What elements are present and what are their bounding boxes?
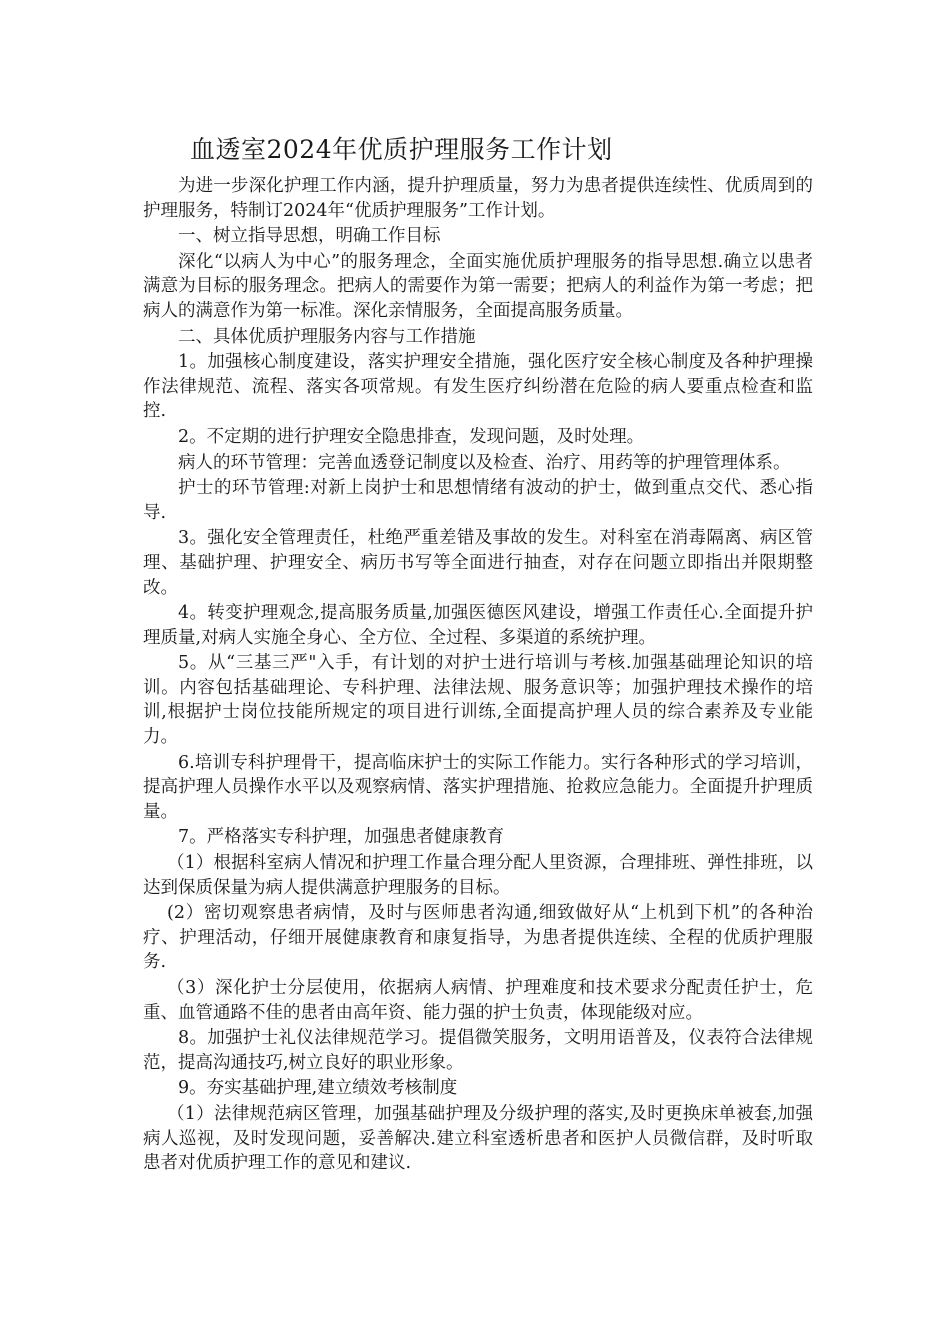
paragraph-intro: 为进一步深化护理工作内涵，提升护理质量，努力为患者提供连续性、优质周到的护理服务，特制订2024年“优质护理服务”工作计划。 xyxy=(143,176,813,221)
paragraph-item-9-sub-1: （1）法律规范病区管理，加强基础护理及分级护理的落实,及时更换床单被套,加强病人巡视，及时发现问题，妥善解决.建立科室透析患者和医护人员微信群，及时听取患者对优质护理工作的意见和建议. xyxy=(143,1103,813,1174)
document-page xyxy=(143,130,813,1177)
paragraph-item-7-sub-1: （1）根据科室病人情况和护理工作量合理分配人里资源，合理排班、弹性排班，以达到保质保量为病人提供满意护理服务的目标。 xyxy=(143,853,813,898)
section-heading-1: 一、树立指导思想，明确工作目标 xyxy=(178,226,441,247)
paragraph-item-3: 3。强化安全管理责任，杜绝严重差错及事故的发生。对科室在消毒隔离、病区管理、基础护理、护理安全、病历书写等全面进行抽查，对存在问题立即指出并限期整改。 xyxy=(143,528,813,598)
paragraph-item-6: 6.培训专科护理骨干，提高临床护士的实际工作能力。实行各种形式的学习培训，提高护理人员操作水平以及观察病情、落实护理措施、抢救应急能力。全面提升护理质量。 xyxy=(143,752,813,822)
paragraph-item-8: 8。加强护士礼仪法律规范学习。提倡微笑服务，文明用语普及，仪表符合法律规范，提高沟通技巧,树立良好的职业形象。 xyxy=(143,1028,813,1073)
paragraph-item-9: 9。夯实基础护理,建立绩效考核制度 xyxy=(178,1078,458,1099)
paragraph-patient-management: 病人的环节管理：完善血透登记制度以及检查、治疗、用药等的护理管理体系。 xyxy=(178,452,791,473)
paragraph-item-5: 5。从“三基三严"入手，有计划的对护士进行培训与考核.加强基础理论知识的培训。内容包括基础理论、专科护理、法律法规、服务意识等；加强护理技术操作的培训,根据护士岗位技能所规定的项目进行训练,全面提高护理人员的综合素养及专业能力。 xyxy=(143,653,813,748)
paragraph-item-7: 7。严格落实专科护理，加强患者健康教育 xyxy=(178,827,505,848)
paragraph-item-7-sub-3: （3）深化护士分层使用，依据病人病情、护理难度和技术要求分配责任护士，危重、血管通路不佳的患者由高年资、能力强的护士负责，体现能级对应。 xyxy=(143,978,813,1023)
document-title: 血透室2024年优质护理服务工作计划 xyxy=(190,135,613,164)
paragraph-guiding-idea: 深化“以病人为中心”的服务理念，全面实施优质护理服务的指导思想.确立以患者满意为目标的服务理念。把病人的需要作为第一需要；把病人的利益作为第一考虑；把病人的满意作为第一标准。深化亲情服务，全面提高服务质量。 xyxy=(143,251,813,321)
section-heading-2: 二、具体优质护理服务内容与工作措施 xyxy=(178,326,476,347)
paragraph-nurse-management: 护士的环节管理:对新上岗护士和思想情绪有波动的护士，做到重点交代、悉心指导. xyxy=(143,478,813,523)
paragraph-item-4: 4。转变护理观念,提高服务质量,加强医德医风建设，增强工作责任心.全面提升护理质量,对病人实施全身心、全方位、全过程、多渠道的系统护理。 xyxy=(143,603,813,648)
paragraph-item-7-sub-2: (2）密切观察患者病情，及时与医师患者沟通,细致做好从“上机到下机”的各种治疗、护理活动，仔细开展健康教育和康复指导，为患者提供连续、全程的优质护理服务. xyxy=(143,903,813,973)
paragraph-item-1: 1。加强核心制度建设，落实护理安全措施，强化医疗安全核心制度及各种护理操作法律规范、流程、落实各项常规。有发生医疗纠纷潜在危险的病人要重点检查和监控. xyxy=(143,352,813,422)
paragraph-item-2: 2。不定期的进行护理安全隐患排查，发现问题，及时处理。 xyxy=(178,426,645,447)
